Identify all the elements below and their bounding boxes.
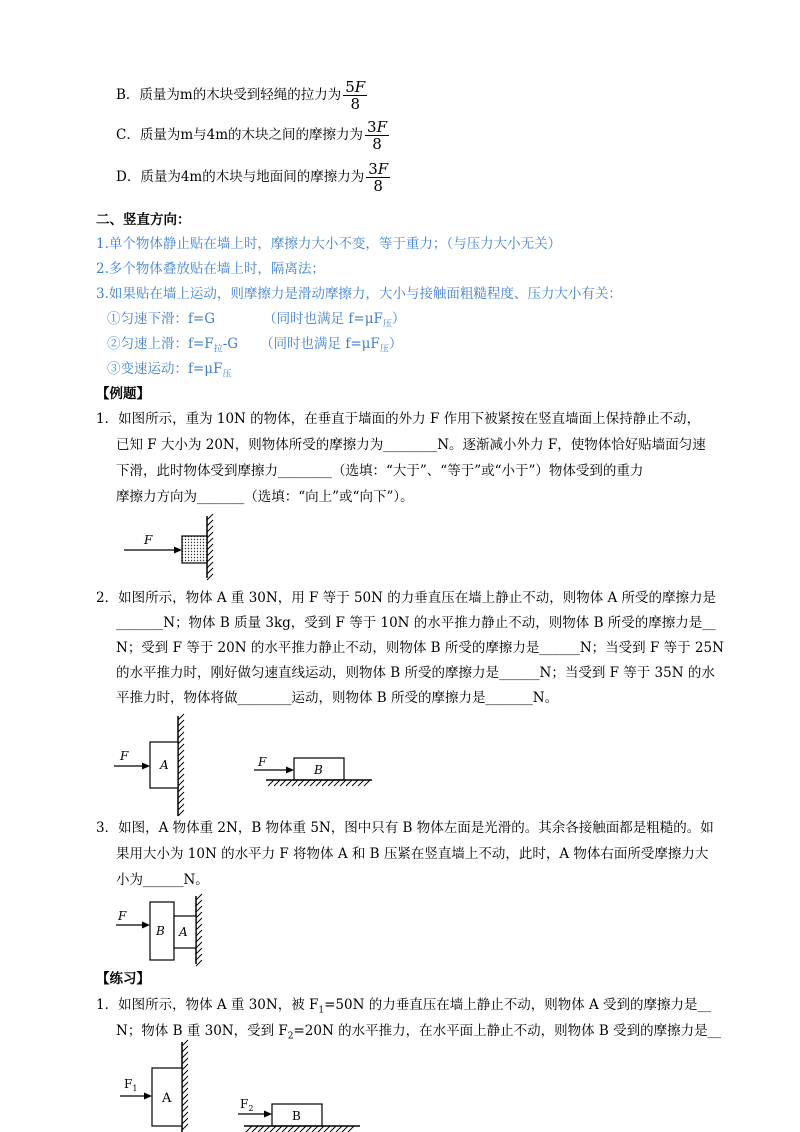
figure-2b: [250, 752, 375, 792]
example-q1-line2: 已知 F 大小为 20N，则物体所受的摩擦力为________N。逐渐减小外力 F，使物体恰好贴墙面匀速: [116, 437, 706, 453]
figure-1-block: [182, 536, 207, 563]
example-q2-line3: N；受到 F 等于 20N 的水平推力静止不动，则物体 B 所受的摩擦力是______N；当受到 F 等于 25N: [116, 640, 724, 656]
figure-3-block-b-label: B: [156, 924, 165, 938]
figure-4b-block-b-label: B: [292, 1109, 301, 1123]
figure-2a-block-a-label: A: [160, 758, 169, 772]
section2-point2: 2.多个物体叠放贴在墙上时，隔离法；: [96, 261, 325, 277]
option-b-fraction: $\frac{5F}{8}$: [345, 78, 366, 113]
example-q3-line2: 果用大小为 10N 的水平力 F 将物体 A 和 B 压紧在竖直墙上不动，此时，A 物体右面所受摩擦力大: [116, 846, 709, 862]
figure-4b-force-label: $F_2$: [240, 1097, 254, 1113]
practice-q1-line1: 1．如图所示，物体 A 重 30N，被 $F_1=50N$ 的力垂直压在墙上静止不动，则物体 A 受到的摩擦力是__: [96, 997, 712, 1016]
example-heading: 【例题】: [96, 386, 150, 402]
figure-3-block-a-label: A: [179, 925, 188, 939]
figure-2b-block-b-label: B: [314, 763, 323, 777]
option-b: [116, 78, 367, 112]
figure-4b: [232, 1094, 362, 1132]
example-q3-line1: 3．如图，A 物体重 2N，B 物体重 5N，图中只有 B 物体左面是光滑的。其余各接触面都是粗糙的。如: [96, 820, 714, 836]
option-d-text: D．质量为4m的木块与地面间的摩擦力为: [116, 169, 365, 185]
option-d-fraction: $\frac{3F}{8}$: [368, 160, 389, 195]
practice-heading: 【练习】: [96, 971, 150, 987]
figure-2b-force-label: F: [258, 755, 267, 769]
example-q2-line1: 2．如图所示，物体 A 重 30N，用 F 等于 50N 的力垂直压在墙上静止不动，则物体 A 所受的摩擦力是: [96, 590, 717, 606]
example-q2-line4: 的水平推力时，刚好做匀速直线运动，则物体 B 所受的摩擦力是______N；当受到 F 等于 35N 的水: [116, 665, 715, 681]
section2-sub3: ③变速运动：$f=\mu F_压$: [107, 361, 232, 380]
figure-1: [118, 508, 228, 584]
section2-sub2: ②匀速上滑：$f=F_拉-G$ （同时也满足 $f=\mu F_压$）: [107, 336, 403, 355]
figure-4a-block-a-label: A: [162, 1091, 172, 1106]
section2-point3: 3.如果贴在墙上运动，则摩擦力是滑动摩擦力，大小与接触面粗糙程度、压力大小有关：: [96, 286, 622, 302]
option-c-fraction: $\frac{3F}{8}$: [367, 118, 387, 153]
figure-2a: [110, 712, 195, 820]
option-c: [116, 118, 389, 152]
example-q1-line1: 1．如图所示，重为 10N 的物体，在垂直于墙面的外力 F 作用下被紧按在竖直墙面上保持静止不动，: [96, 411, 701, 427]
example-q1-line4: 摩擦力方向为_______（选填：“向上”或“向下”）。: [116, 489, 414, 505]
example-q1-line3: 下滑，此时物体受到摩擦力________（选填：“大于”、“等于”或“小于”）物体受到的重力: [116, 463, 644, 479]
option-b-text: B．质量为m的木块受到轻绳的拉力为: [116, 87, 342, 103]
figure-1-force-label: F: [144, 533, 153, 547]
example-q2-line5: 平推力时，物体将做________运动，则物体 B 所受的摩擦力是_______N。: [116, 690, 559, 706]
example-q3-line3: 小为______N。: [116, 872, 209, 888]
figure-2a-force-label: F: [120, 749, 129, 763]
option-c-text: C．质量为m与4m的木块之间的摩擦力为: [116, 127, 364, 143]
section2-heading: 二、竖直方向：: [96, 212, 191, 228]
figure-4a-force-label: $F_1$: [124, 1077, 138, 1093]
option-d: [116, 160, 390, 194]
figure-3-force-label: F: [118, 909, 127, 923]
figure-3: [112, 892, 212, 968]
section2-sub1: ①匀速下滑：f=G （同时也满足 $f=\mu F_压$）: [107, 311, 406, 330]
example-q2-line2: _______N；物体 B 质量 3kg，受到 F 等于 10N 的水平推力静止不动，则物体 B 所受的摩擦力是__: [116, 615, 716, 631]
section2-point1: 1.单个物体静止贴在墙上时，摩擦力大小不变，等于重力；（与压力大小无关）: [96, 236, 562, 252]
figure-4a: [112, 1038, 197, 1132]
practice-q1-line2: N；物体 B 重 30N，受到 $F_2=20N$ 的水平推力，在水平面上静止不动，则物体 B 受到的摩擦力是__: [116, 1023, 722, 1042]
